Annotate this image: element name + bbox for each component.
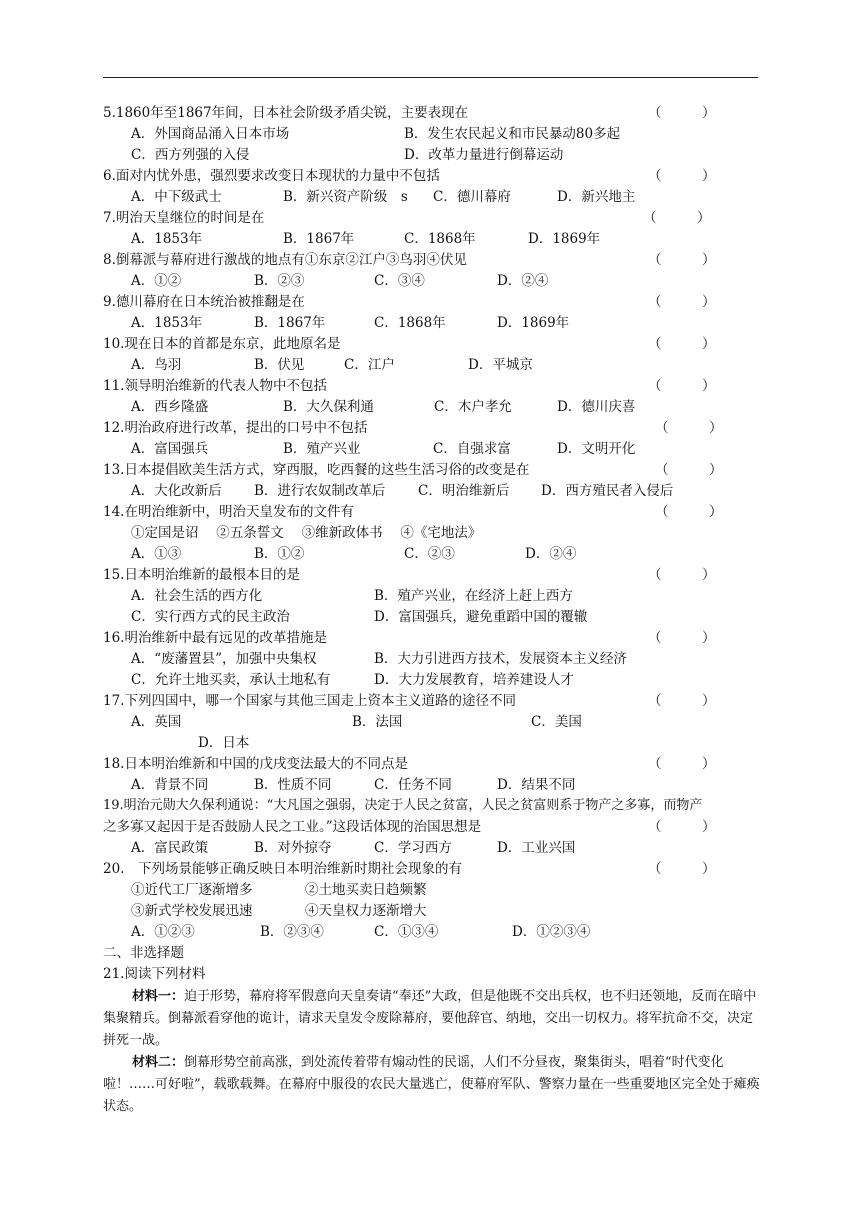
q20-option-d[interactable]: D．①②③④ <box>512 924 591 940</box>
q13-option-a[interactable]: A．大化改新后 <box>131 483 222 499</box>
material-2-text: 倒幕形势空前高涨，到处流传着带有煽动性的民谣，人们不分昼夜，聚集街头，唱着“时代变化啦！……可好啦”，载歌载舞。在幕府中服役的农民大量逃亡，使幕府军队、警察力量在一些重要地区完全处于瘫痪状态。 <box>103 1055 760 1114</box>
q12-option-a[interactable]: A．富国强兵 <box>131 441 209 457</box>
q15-option-d[interactable]: D．富国强兵，避免重蹈中国的覆辙 <box>374 609 588 625</box>
q16-option-d[interactable]: D．大力发展教育，培养建设人才 <box>374 672 574 688</box>
q12-option-d[interactable]: D．文明开化 <box>557 441 636 457</box>
q20-option-b[interactable]: B．②③④ <box>260 924 324 940</box>
q8-option-d[interactable]: D．②④ <box>497 273 549 289</box>
question-14-stem: 14.在明治维新中，明治天皇发布的文件有 <box>103 504 354 520</box>
q20-option-c[interactable]: C．①③④ <box>374 924 439 940</box>
question-18-stem: 18.日本明治维新和中国的戊戌变法最大的不同点是 <box>103 756 408 772</box>
q14-option-b[interactable]: B．①② <box>254 546 305 562</box>
q8-option-a[interactable]: A．①② <box>131 273 182 289</box>
q7-option-a[interactable]: A．1853年 <box>131 231 203 247</box>
q7-option-b[interactable]: B．1867年 <box>283 231 355 247</box>
q10-option-d[interactable]: D．平城京 <box>468 357 533 373</box>
material-1-label: 材料一： <box>132 989 185 1004</box>
q17-option-b[interactable]: B．法国 <box>352 714 403 730</box>
answer-blank-20[interactable]: （ ） <box>648 861 716 877</box>
q10-option-b[interactable]: B．伏见 <box>254 357 305 373</box>
q15-option-c[interactable]: C．实行西方式的民主政治 <box>131 609 290 625</box>
question-5-stem: 5.1860年至1867年间，日本社会阶级矛盾尖锐，主要表现在 <box>103 105 469 121</box>
question-19-stem: 19.明治元勋大久保利通说：“大凡国之强弱，决定于人民之贫富，人民之贫富则系于物产之多寡，而物产 <box>103 798 703 813</box>
q16-option-c[interactable]: C．允许土地买卖，承认土地私有 <box>131 672 331 688</box>
question-17-stem: 17.下列四国中，哪一个国家与其他三国走上资本主义道路的途径不同 <box>103 693 516 709</box>
q10-option-a[interactable]: A．鸟羽 <box>131 357 182 373</box>
q18-option-d[interactable]: D．结果不同 <box>497 777 576 793</box>
material-1 <box>103 986 763 1052</box>
q20-item-3: ③新式学校发展迅速 <box>131 903 253 919</box>
q14-option-d[interactable]: D．②④ <box>525 546 577 562</box>
q18-option-a[interactable]: A．背景不同 <box>131 777 209 793</box>
q11-option-c[interactable]: C．木户孝允 <box>434 399 512 415</box>
q19-option-c[interactable]: C．学习西方 <box>374 840 452 856</box>
header-rule <box>103 77 758 78</box>
answer-blank-12[interactable]: （ ） <box>655 420 723 436</box>
q5-option-a[interactable]: A．外国商品涌入日本市场 <box>131 126 290 142</box>
material-2 <box>103 1052 763 1118</box>
q6-option-c[interactable]: C．德川幕府 <box>433 189 511 205</box>
q9-option-c[interactable]: C．1868年 <box>374 315 446 331</box>
answer-blank-11[interactable]: （ ） <box>648 378 716 394</box>
question-15-stem: 15.日本明治维新的最根本目的是 <box>103 567 300 583</box>
q6-option-a[interactable]: A．中下级武士 <box>131 189 222 205</box>
question-11-stem: 11.领导明治维新的代表人物中不包括 <box>103 378 327 394</box>
answer-blank-7[interactable]: （ ） <box>643 210 711 226</box>
q7-option-c[interactable]: C．1868年 <box>404 231 476 247</box>
q14-document-list: ①定国是诏 ②五条誓文 ③维新政体书 ④《宅地法》 <box>131 525 482 541</box>
answer-blank-13[interactable]: （ ） <box>655 462 723 478</box>
section-heading: 二、非选择题 <box>103 945 184 961</box>
q17-option-d[interactable]: D．日本 <box>198 735 250 751</box>
question-6-stem: 6.面对内忧外患，强烈要求改变日本现状的力量中不包括 <box>103 168 440 184</box>
question-20-stem: 20. 下列场景能够正确反映日本明治维新时期社会现象的有 <box>103 861 462 877</box>
q12-option-c[interactable]: C．自强求富 <box>433 441 511 457</box>
q6-option-b[interactable]: B．新兴资产阶级 s <box>283 189 408 205</box>
q8-option-b[interactable]: B．②③ <box>254 273 305 289</box>
q20-option-a[interactable]: A．①②③ <box>131 924 195 940</box>
material-1-text: 迫于形势，幕府将军假意向天皇奏请“奉还”大政，但是他既不交出兵权，也不归还领地，反而在暗中集聚精兵。倒幕派看穿他的诡计，请求天皇发令废除幕府，要他辞官、纳地，交出一切权力。将军抗命不交，决定拼死一战。 <box>103 989 757 1048</box>
answer-blank-17[interactable]: （ ） <box>648 693 716 709</box>
q11-option-b[interactable]: B．大久保利通 <box>283 399 374 415</box>
answer-blank-8[interactable]: （ ） <box>648 252 716 268</box>
question-9-stem: 9.德川幕府在日本统治被推翻是在 <box>103 294 305 310</box>
q16-option-a[interactable]: A．“废藩置县”，加强中央集权 <box>131 651 317 667</box>
answer-blank-19[interactable]: （ ） <box>648 819 716 835</box>
answer-blank-9[interactable]: （ ） <box>648 294 716 310</box>
q17-option-c[interactable]: C．美国 <box>531 714 582 730</box>
answer-blank-18[interactable]: （ ） <box>648 756 716 772</box>
answer-blank-10[interactable]: （ ） <box>648 336 716 352</box>
q15-option-a[interactable]: A．社会生活的西方化 <box>131 588 263 604</box>
answer-blank-5[interactable]: （ ） <box>648 105 716 121</box>
q9-option-a[interactable]: A．1853年 <box>131 315 203 331</box>
q20-item-4: ④天皇权力逐渐增大 <box>305 903 427 919</box>
q11-option-d[interactable]: D．德川庆喜 <box>557 399 636 415</box>
question-7-stem: 7.明治天皇继位的时间是在 <box>103 210 265 226</box>
question-21-stem: 21.阅读下列材料 <box>103 966 206 982</box>
answer-blank-14[interactable]: （ ） <box>655 504 723 520</box>
question-10-stem: 10.现在日本的首都是东京，此地原名是 <box>103 336 341 352</box>
q19-option-b[interactable]: B．对外掠夺 <box>254 840 332 856</box>
answer-blank-16[interactable]: （ ） <box>648 630 716 646</box>
question-8-stem: 8.倒幕派与幕府进行激战的地点有①东京②江户③鸟羽④伏见 <box>103 252 467 268</box>
q13-option-d[interactable]: D．西方殖民者入侵后 <box>541 483 674 499</box>
q12-option-b[interactable]: B．殖产兴业 <box>283 441 361 457</box>
material-2-label: 材料二： <box>132 1055 185 1070</box>
q11-option-a[interactable]: A．西乡隆盛 <box>131 399 209 415</box>
q5-option-c[interactable]: C．西方列强的入侵 <box>131 147 250 163</box>
q6-option-d[interactable]: D．新兴地主 <box>557 189 636 205</box>
q5-option-b[interactable]: B．发生农民起义和市民暴动80多起 <box>404 126 621 142</box>
q5-option-d[interactable]: D．改革力量进行倒幕运动 <box>404 147 564 163</box>
q14-option-a[interactable]: A．①③ <box>131 546 182 562</box>
q14-option-c[interactable]: C．②③ <box>404 546 455 562</box>
q20-item-2: ②土地买卖日趋频繁 <box>305 882 427 898</box>
q16-option-b[interactable]: B．大力引进西方技术，发展资本主义经济 <box>374 651 627 667</box>
q18-option-b[interactable]: B．性质不同 <box>254 777 332 793</box>
q15-option-b[interactable]: B．殖产兴业，在经济上赶上西方 <box>374 588 573 604</box>
question-16-stem: 16.明治维新中最有远见的改革措施是 <box>103 630 327 646</box>
answer-blank-15[interactable]: （ ） <box>648 567 716 583</box>
question-12-stem: 12.明治政府进行改革，提出的口号中不包括 <box>103 420 368 436</box>
q20-item-1: ①近代工厂逐渐增多 <box>131 882 253 898</box>
answer-blank-6[interactable]: （ ） <box>648 168 716 184</box>
q10-option-c[interactable]: C．江户 <box>344 357 395 373</box>
question-13-stem: 13.日本提倡欧美生活方式，穿西服，吃西餐的这些生活习俗的改变是在 <box>103 462 530 478</box>
q19-option-d[interactable]: D．工业兴国 <box>497 840 576 856</box>
q7-option-d[interactable]: D．1869年 <box>528 231 601 247</box>
q13-option-b[interactable]: B．进行农奴制改革后 <box>254 483 386 499</box>
q13-option-c[interactable]: C．明治维新后 <box>418 483 510 499</box>
q19-option-a[interactable]: A．富民政策 <box>131 840 209 856</box>
question-19-stem-cont: 之多寡又起因于是否鼓励人民之工业。”这段话体现的治国思想是 <box>103 819 482 835</box>
q8-option-c[interactable]: C．③④ <box>374 273 425 289</box>
q9-option-d[interactable]: D．1869年 <box>497 315 570 331</box>
q17-option-a[interactable]: A．英国 <box>131 714 182 730</box>
q9-option-b[interactable]: B．1867年 <box>254 315 326 331</box>
q18-option-c[interactable]: C．任务不同 <box>374 777 452 793</box>
